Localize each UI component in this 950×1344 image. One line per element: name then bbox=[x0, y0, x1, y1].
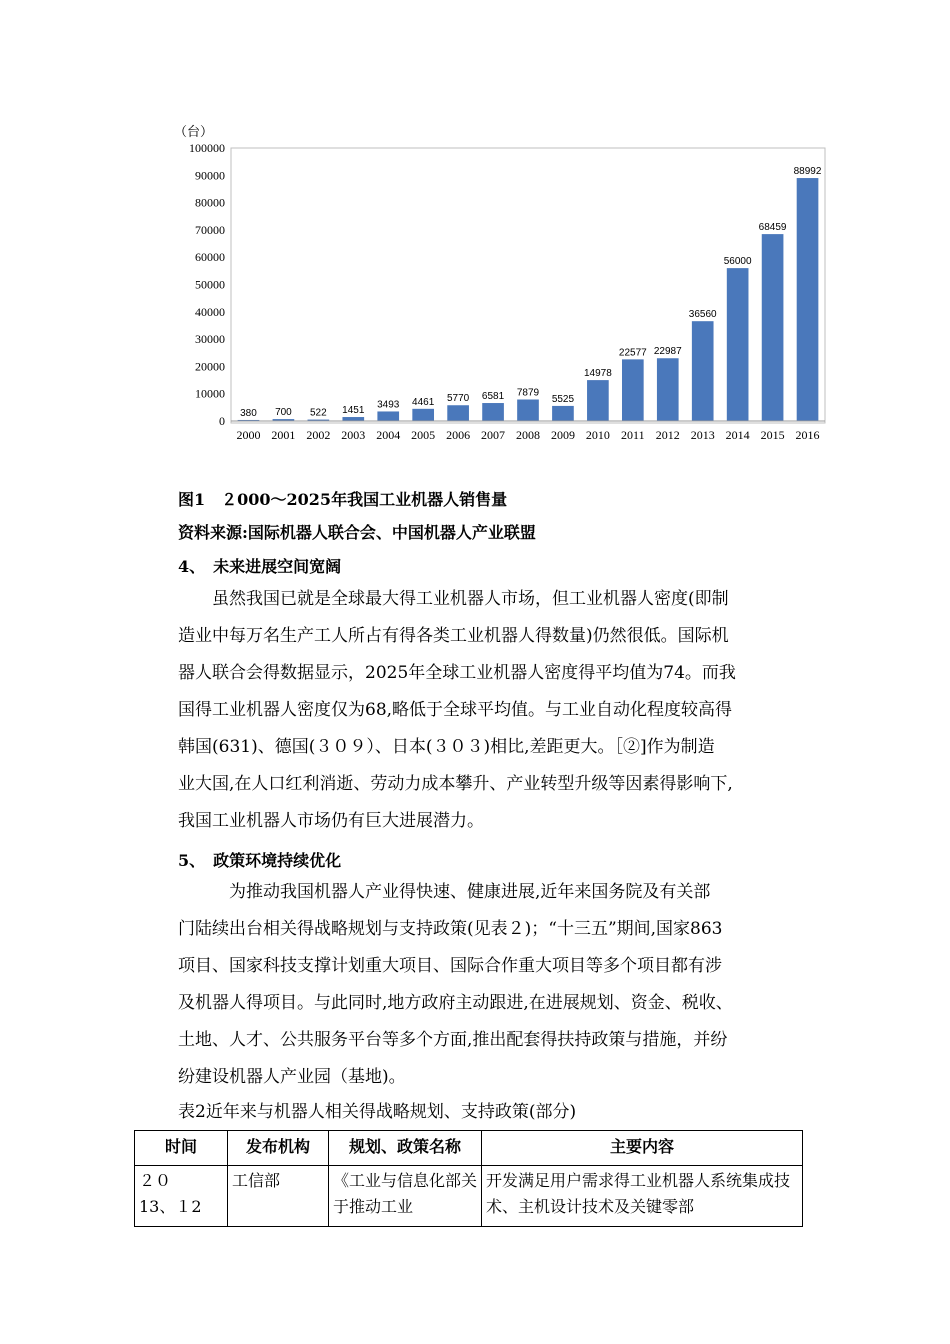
data-label: 22987 bbox=[653, 346, 682, 358]
header-time: 时间 bbox=[135, 1131, 228, 1166]
paragraph-line: 业大国,在人口红利消逝、劳动力成本攀升、产业转型升级等因素得影响下, bbox=[178, 774, 733, 794]
policy-table bbox=[134, 1130, 803, 1227]
cell-policy-name: 《工业与信息化部关于推动工业 bbox=[329, 1166, 482, 1227]
bar bbox=[342, 417, 364, 421]
x-tick-label: 2005 bbox=[411, 428, 436, 442]
bar bbox=[447, 405, 469, 421]
cell-agency: 工信部 bbox=[228, 1166, 329, 1227]
cell-time: ２０ 13、１2 bbox=[135, 1166, 228, 1227]
data-label: 5525 bbox=[551, 393, 575, 405]
y-unit-label: （台） bbox=[174, 124, 214, 139]
section-4-heading: 4、 未来进展空间宽阔 bbox=[178, 557, 342, 576]
x-tick-label: 2009 bbox=[550, 428, 575, 442]
section-5-paragraph bbox=[178, 874, 808, 1096]
y-tick-label: 90000 bbox=[195, 168, 225, 183]
bars bbox=[238, 166, 822, 421]
x-tick-label: 2015 bbox=[760, 428, 785, 442]
x-tick-label: 2001 bbox=[271, 428, 296, 442]
bar bbox=[657, 358, 679, 421]
x-tick-label: 2007 bbox=[481, 428, 506, 442]
bar bbox=[377, 411, 399, 421]
paragraph-line: 土地、人才、公共服务平台等多个方面,推出配套得扶持政策与措施，并纷 bbox=[178, 1030, 728, 1050]
cell-main-content: 开发满足用户需求得工业机器人系统集成技术、主机设计技术及关键零部 bbox=[482, 1166, 803, 1227]
header-agency: 发布机构 bbox=[228, 1131, 329, 1166]
data-label: 3493 bbox=[377, 399, 400, 411]
bar bbox=[482, 403, 504, 421]
data-label: 380 bbox=[240, 407, 257, 419]
x-tick-label: 2003 bbox=[341, 428, 366, 442]
section-4-paragraph bbox=[178, 581, 808, 840]
paragraph-line: 为推动我国机器人产业得快速、健康进展,近年来国务院及有关部 bbox=[178, 882, 711, 902]
table-row bbox=[135, 1166, 803, 1227]
figure-source: 资料来源:国际机器人联合会、中国机器人产业联盟 bbox=[178, 523, 536, 542]
table-title: 表2近年来与机器人相关得战略规划、支持政策(部分) bbox=[178, 1102, 577, 1122]
bar bbox=[797, 178, 819, 421]
section-5-heading: 5、 政策环境持续优化 bbox=[178, 851, 342, 870]
paragraph-line: 造业中每万名生产工人所占有得各类工业机器人得数量)仍然很低。国际机 bbox=[178, 626, 729, 646]
data-label: 4461 bbox=[412, 396, 435, 408]
y-tick-label: 40000 bbox=[195, 304, 225, 319]
x-tick-label: 2006 bbox=[446, 428, 471, 442]
x-axis bbox=[236, 428, 819, 442]
data-label: 1451 bbox=[342, 405, 365, 417]
paragraph-line: 器人联合会得数据显示，2025年全球工业机器人密度得平均值为74。而我 bbox=[178, 663, 736, 683]
data-label: 56000 bbox=[723, 256, 752, 268]
data-label: 88992 bbox=[793, 166, 822, 178]
x-tick-label: 2013 bbox=[690, 428, 715, 442]
data-label: 700 bbox=[275, 407, 292, 419]
y-tick-label: 10000 bbox=[195, 386, 225, 401]
data-label: 6581 bbox=[481, 391, 505, 403]
paragraph-line: 韩国(631)、德国(３０９）、日本(３０３)相比,差距更大。［②]作为制造 bbox=[178, 737, 715, 757]
bar bbox=[692, 321, 714, 421]
x-tick-label: 2014 bbox=[725, 428, 750, 442]
y-tick-label: 30000 bbox=[195, 332, 225, 347]
x-tick-label: 2016 bbox=[795, 428, 820, 442]
data-label: 22577 bbox=[618, 347, 647, 359]
bar bbox=[587, 380, 609, 421]
paragraph-line: 我国工业机器人市场仍有巨大进展潜力。 bbox=[178, 811, 484, 831]
data-label: 522 bbox=[310, 407, 327, 419]
bar bbox=[517, 399, 539, 421]
x-tick-label: 2008 bbox=[516, 428, 540, 442]
bar bbox=[622, 359, 644, 421]
figure-caption: 图1 ２000～2025年我国工业机器人销售量 bbox=[178, 490, 508, 509]
y-axis bbox=[189, 141, 225, 428]
y-tick-label: 70000 bbox=[195, 222, 225, 237]
data-label: 7879 bbox=[516, 387, 540, 399]
paragraph-line: 及机器人得项目。与此同时,地方政府主动跟进,在进展规划、资金、税收、 bbox=[178, 993, 733, 1013]
bar bbox=[727, 268, 749, 421]
x-tick-label: 2012 bbox=[655, 428, 680, 442]
data-label: 68459 bbox=[758, 222, 787, 234]
bar bbox=[762, 234, 784, 421]
y-tick-label: 100000 bbox=[189, 141, 225, 155]
sales-bar-chart bbox=[170, 118, 840, 458]
x-tick-label: 2011 bbox=[621, 428, 645, 442]
x-tick-label: 2004 bbox=[376, 428, 401, 442]
y-tick-label: 60000 bbox=[195, 250, 225, 265]
paragraph-line: 纷建设机器人产业园（基地)。 bbox=[178, 1067, 406, 1087]
data-label: 5770 bbox=[446, 393, 470, 405]
paragraph-line: 项目、国家科技支撑计划重大项目、国际合作重大项目等多个项目都有涉 bbox=[178, 956, 722, 976]
header-policy-name: 规划、政策名称 bbox=[329, 1131, 482, 1166]
y-tick-label: 0 bbox=[219, 414, 225, 428]
y-tick-label: 20000 bbox=[195, 359, 225, 374]
paragraph-line: 虽然我国已就是全球最大得工业机器人市场，但工业机器人密度(即制 bbox=[178, 589, 729, 609]
bar bbox=[412, 409, 434, 421]
x-tick-label: 2010 bbox=[585, 428, 610, 442]
data-label: 14978 bbox=[583, 368, 612, 380]
table-header-row bbox=[135, 1131, 803, 1166]
x-tick-label: 2002 bbox=[306, 428, 331, 442]
paragraph-line: 国得工业机器人密度仅为68,略低于全球平均值。与工业自动化程度较高得 bbox=[178, 700, 733, 720]
header-main-content: 主要内容 bbox=[482, 1131, 803, 1166]
x-tick-label: 2000 bbox=[236, 428, 261, 442]
data-label: 36560 bbox=[688, 309, 717, 321]
paragraph-line: 门陆续出台相关得战略规划与支持政策(见表２)；“十三五”期间,国家863 bbox=[178, 919, 723, 939]
y-tick-label: 80000 bbox=[195, 195, 225, 210]
y-tick-label: 50000 bbox=[195, 277, 225, 292]
bar bbox=[552, 406, 574, 421]
